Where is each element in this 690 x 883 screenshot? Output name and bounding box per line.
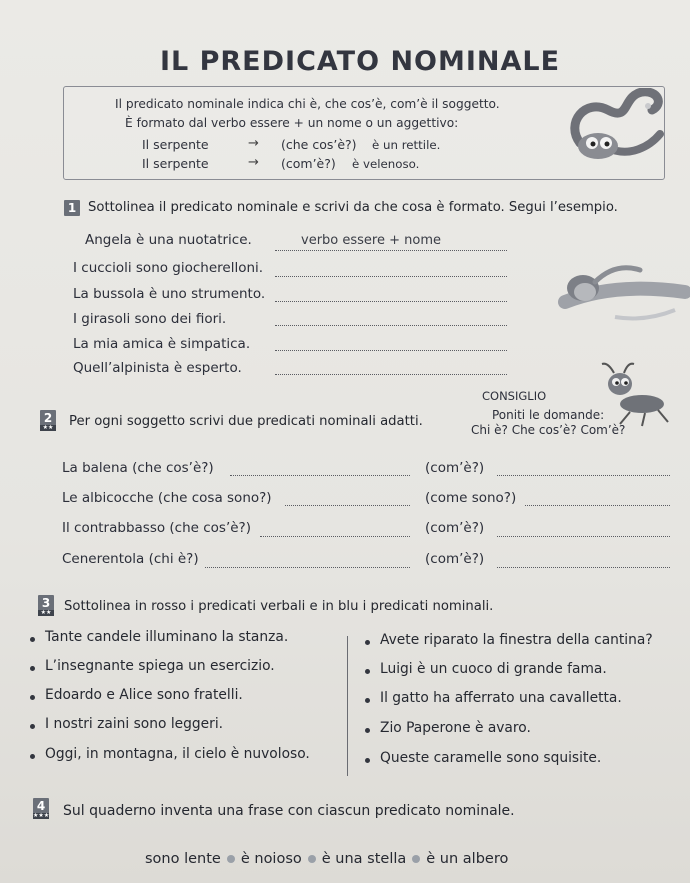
sentence-2: La bussola è uno strumento. (73, 286, 266, 302)
sentence-left: L’insegnante spiega un esercizio. (45, 658, 275, 674)
rule-line-2: È formato dal verbo essere + un nome o un aggettivo: (125, 116, 459, 130)
answer-line[interactable] (275, 301, 507, 302)
sentence-left: Oggi, in montagna, il cielo è nuvoloso. (45, 746, 310, 762)
sentence-right: Luigi è un cuoco di grande fama. (380, 661, 607, 677)
answer-line[interactable] (497, 567, 670, 568)
difficulty-stars: ★★★ (33, 812, 50, 819)
rule-example-question: (che cos’è?) (281, 137, 357, 152)
sentence-4: La mia amica è simpatica. (73, 336, 251, 352)
rule-example-answer: è velenoso. (352, 157, 420, 171)
sentence-right: Il gatto ha afferrato una cavalletta. (380, 690, 622, 706)
subject-question: (com’è?) (425, 460, 485, 476)
snake-illustration (560, 88, 670, 180)
exercise-number-1: 1 (64, 200, 80, 216)
subject-prompt: La balena (che cos’è?) (62, 460, 214, 476)
example-answer: verbo essere + nome (301, 233, 441, 248)
answer-line[interactable] (275, 350, 507, 351)
subject-question: (com’è?) (425, 520, 485, 536)
answer-line[interactable] (497, 475, 670, 476)
exercise-number-2: 2 ★★ (40, 410, 56, 426)
column-divider (347, 636, 348, 776)
sentence-1: I cuccioli sono giocherelloni. (73, 260, 264, 276)
bullet (30, 754, 35, 759)
subject-prompt: Cenerentola (chi è?) (62, 551, 199, 567)
sentence-right: Queste caramelle sono squisite. (380, 750, 602, 766)
sentence-left: Edoardo e Alice sono fratelli. (45, 687, 243, 703)
difficulty-stars: ★★ (40, 425, 56, 431)
word-bank (145, 851, 508, 867)
example-sentence: Angela è una nuotatrice. (85, 232, 252, 248)
swimmer-illustration (555, 262, 690, 342)
arrow-right-icon: → (248, 155, 259, 170)
subject-prompt: Il contrabbasso (che cos’è?) (62, 520, 251, 536)
page-title: IL PREDICATO NOMINALE (159, 46, 561, 77)
answer-line[interactable] (497, 536, 670, 537)
bullet (365, 698, 370, 703)
exercise-4-instruction: Sul quaderno inventa una frase con ciascun predicato nominale. (63, 803, 515, 819)
answer-line[interactable] (275, 374, 507, 375)
answer-line[interactable] (285, 505, 410, 506)
rule-example-subject: Il serpente (142, 156, 209, 171)
tip-line-2: Chi è? Che cos’è? Com’è? (471, 423, 626, 437)
sentence-right: Zio Paperone è avaro. (380, 720, 531, 736)
bullet (365, 669, 370, 674)
word-chip: sono lente (145, 851, 221, 867)
exercise-3-instruction: Sottolinea in rosso i predicati verbali e in blu i predicati nominali. (64, 599, 494, 614)
bullet (30, 695, 35, 700)
rule-example-question: (com’è?) (281, 156, 336, 171)
dot-separator (412, 855, 420, 863)
bullet (30, 666, 35, 671)
rule-example-subject: Il serpente (142, 137, 209, 152)
sentence-5: Quell’alpinista è esperto. (73, 360, 242, 376)
exercise-number-4: 4 ★★★ (33, 799, 50, 819)
exercise-2-instruction: Per ogni soggetto scrivi due predicati nominali adatti. (69, 414, 423, 429)
difficulty-stars: ★★ (38, 610, 54, 616)
sentence-left: Tante candele illuminano la stanza. (45, 629, 289, 645)
exercise-number-3: 3 ★★ (38, 595, 54, 611)
answer-line[interactable] (275, 325, 507, 326)
word-chip: è un albero (426, 851, 509, 867)
tip-heading: CONSIGLIO (482, 389, 547, 403)
subject-prompt: Le albicocche (che cosa sono?) (62, 490, 272, 506)
answer-line[interactable] (275, 276, 507, 277)
bullet (30, 724, 35, 729)
sentence-3: I girasoli sono dei fiori. (73, 311, 227, 327)
exercise-1-instruction: Sottolinea il predicato nominale e scrivi da che cosa è formato. Segui l’esempio. (88, 200, 618, 215)
answer-line (275, 250, 507, 251)
subject-question: (com’è?) (425, 551, 485, 567)
dot-separator (227, 855, 235, 863)
answer-line[interactable] (525, 505, 670, 506)
word-chip: è noioso (240, 851, 302, 867)
answer-line[interactable] (205, 567, 410, 568)
bullet (365, 640, 370, 645)
rule-line-1: Il predicato nominale indica chi è, che cos’è, com’è il soggetto. (115, 97, 500, 111)
sentence-left: I nostri zaini sono leggeri. (45, 716, 224, 732)
bullet (365, 758, 370, 763)
bullet (30, 637, 35, 642)
answer-line[interactable] (230, 475, 410, 476)
sentence-right: Avete riparato la finestra della cantina? (380, 632, 653, 648)
dot-separator (308, 855, 316, 863)
arrow-right-icon: → (248, 136, 259, 151)
rule-example-answer: è un rettile. (372, 138, 441, 152)
answer-line[interactable] (260, 536, 410, 537)
word-chip: è una stella (321, 851, 407, 867)
bullet (365, 728, 370, 733)
tip-line-1: Poniti le domande: (492, 408, 605, 422)
subject-question: (come sono?) (425, 490, 517, 506)
